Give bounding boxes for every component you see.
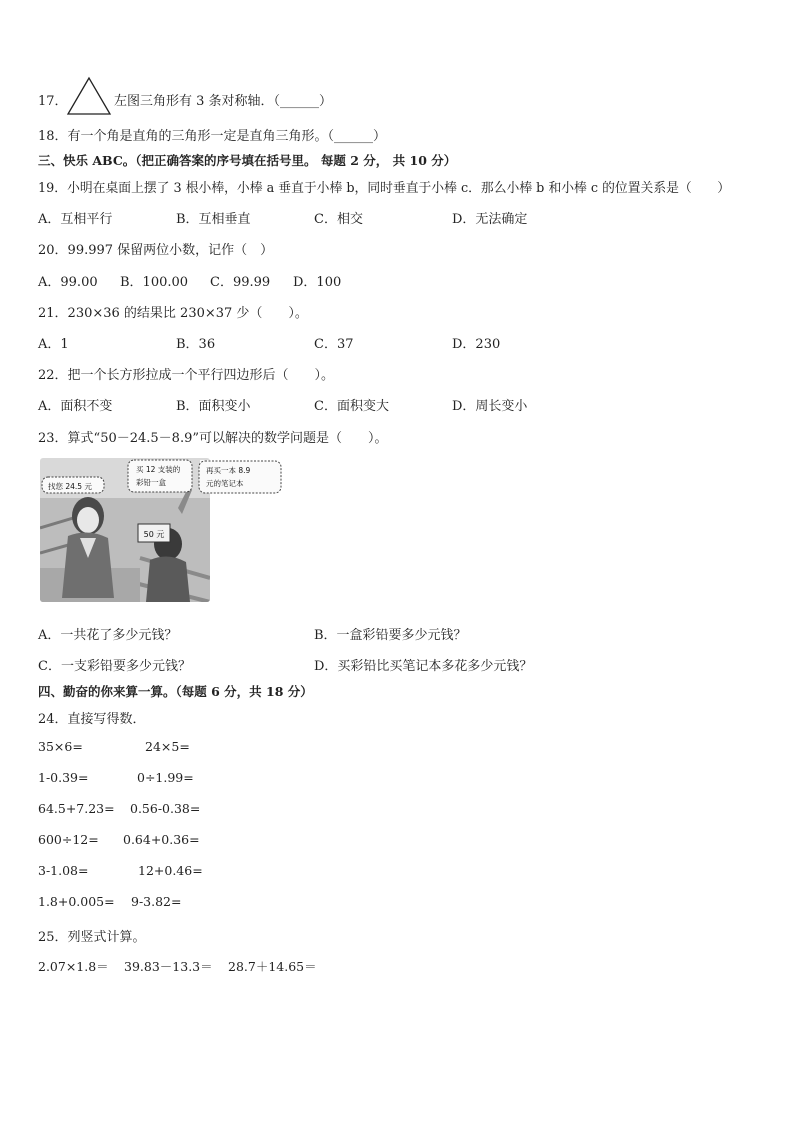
q20-option-b: B．100.00 [120,275,189,290]
q22-option-d: D．周长变小 [452,399,528,414]
q23-option-a: A．一共花了多少元钱？ [38,628,178,643]
bill-label: 50 元 [143,530,165,539]
q22-option-a: A．面积不变 [38,399,113,414]
q20-option-d: D．100 [293,275,342,290]
calc-item: 1.8+0.005= [38,894,115,909]
calc-item: 0÷1.99= [137,770,194,785]
q21-text: 21．230×36 的结果比 230×37 少（ ）。 [38,306,308,321]
q23-option-d: D．买彩铅比买笔记本多花多少元钱？ [314,659,533,674]
q22-text: 22．把一个长方形拉成一个平行四边形后（ ）。 [38,368,335,383]
q20-option-a: A．99.00 [38,275,98,290]
bubble-buy-pencils-1: 买 12 支装的 [136,465,181,474]
q24-text: 24．直接写得数． [38,712,146,727]
calc-item: 1-0.39= [38,770,89,785]
q23-option-b: B．一盒彩铅要多少元钱？ [314,628,467,643]
calc-item: 0.56-0.38= [130,801,201,816]
calc-item: 600÷12= [38,832,99,847]
q22-option-b: B．面积变小 [176,399,251,414]
calc-item: 0.64+0.36= [123,832,200,847]
section-3-title: 三、快乐 ABC。（把正确答案的序号填在括号里。 每题 2 分， 共 10 分） [38,153,457,168]
q20-option-c: C．99.99 [210,275,271,290]
q18-text: 18．有一个角是直角的三角形一定是直角三角形。（______） [38,129,387,144]
shop-scene-image [40,458,210,602]
q23-option-c: C．一支彩铅要多少元钱？ [38,659,191,674]
calc-item: 12+0.46= [138,863,203,878]
section-4-title: 四、勤奋的你来算一算。（每题 6 分，共 18 分） [38,684,313,699]
calc-item: 35×6= [38,739,83,754]
vertical-calc-item: 39.83－13.3＝ [124,959,213,974]
bubble-notebook-2: 元的笔记本 [206,479,244,488]
q19-option-b: B．互相垂直 [176,212,251,227]
q19-option-a: A．互相平行 [38,212,113,227]
shopping-illustration [40,458,210,602]
q21-option-c: C．37 [314,337,354,352]
triangle-figure [66,76,112,116]
vertical-calc-item: 28.7＋14.65＝ [228,959,317,974]
q17-number: 17． [38,94,68,109]
bubble-notebook-1: 再买一本 8.9 [206,466,251,475]
q21-option-d: D．230 [452,337,501,352]
bubble-notebook [198,460,282,494]
q21-option-b: B．36 [176,337,216,352]
q22-option-c: C．面积变大 [314,399,389,414]
bubble-buy-pencils-2: 彩铅一盒 [136,478,166,487]
q25-text: 25．列竖式计算。 [38,930,146,945]
q19-option-d: D．无法确定 [452,212,528,227]
calc-item: 24×5= [145,739,190,754]
q23-text: 23．算式“50－24.5－8.9”可以解决的数学问题是（ ）。 [38,431,388,446]
calc-item: 3-1.08= [38,863,89,878]
calc-item: 64.5+7.23= [38,801,115,816]
calc-item: 9-3.82= [131,894,182,909]
q21-option-a: A．1 [38,337,69,352]
q17-text: 左图三角形有 3 条对称轴．（______） [114,94,333,109]
vertical-calc-item: 2.07×1.8＝ [38,959,109,974]
q19-text: 19．小明在桌面上摆了 3 根小棒，小棒 a 垂直于小棒 b，同时垂直于小棒 c．那么小棒 b 和小棒 c 的位置关系是（ ） [38,181,731,196]
q19-option-c: C．相交 [314,212,363,227]
bubble-change: 找您 24.5 元 [48,482,92,491]
q20-text: 20．99.997 保留两位小数，记作（ ） [38,243,274,258]
